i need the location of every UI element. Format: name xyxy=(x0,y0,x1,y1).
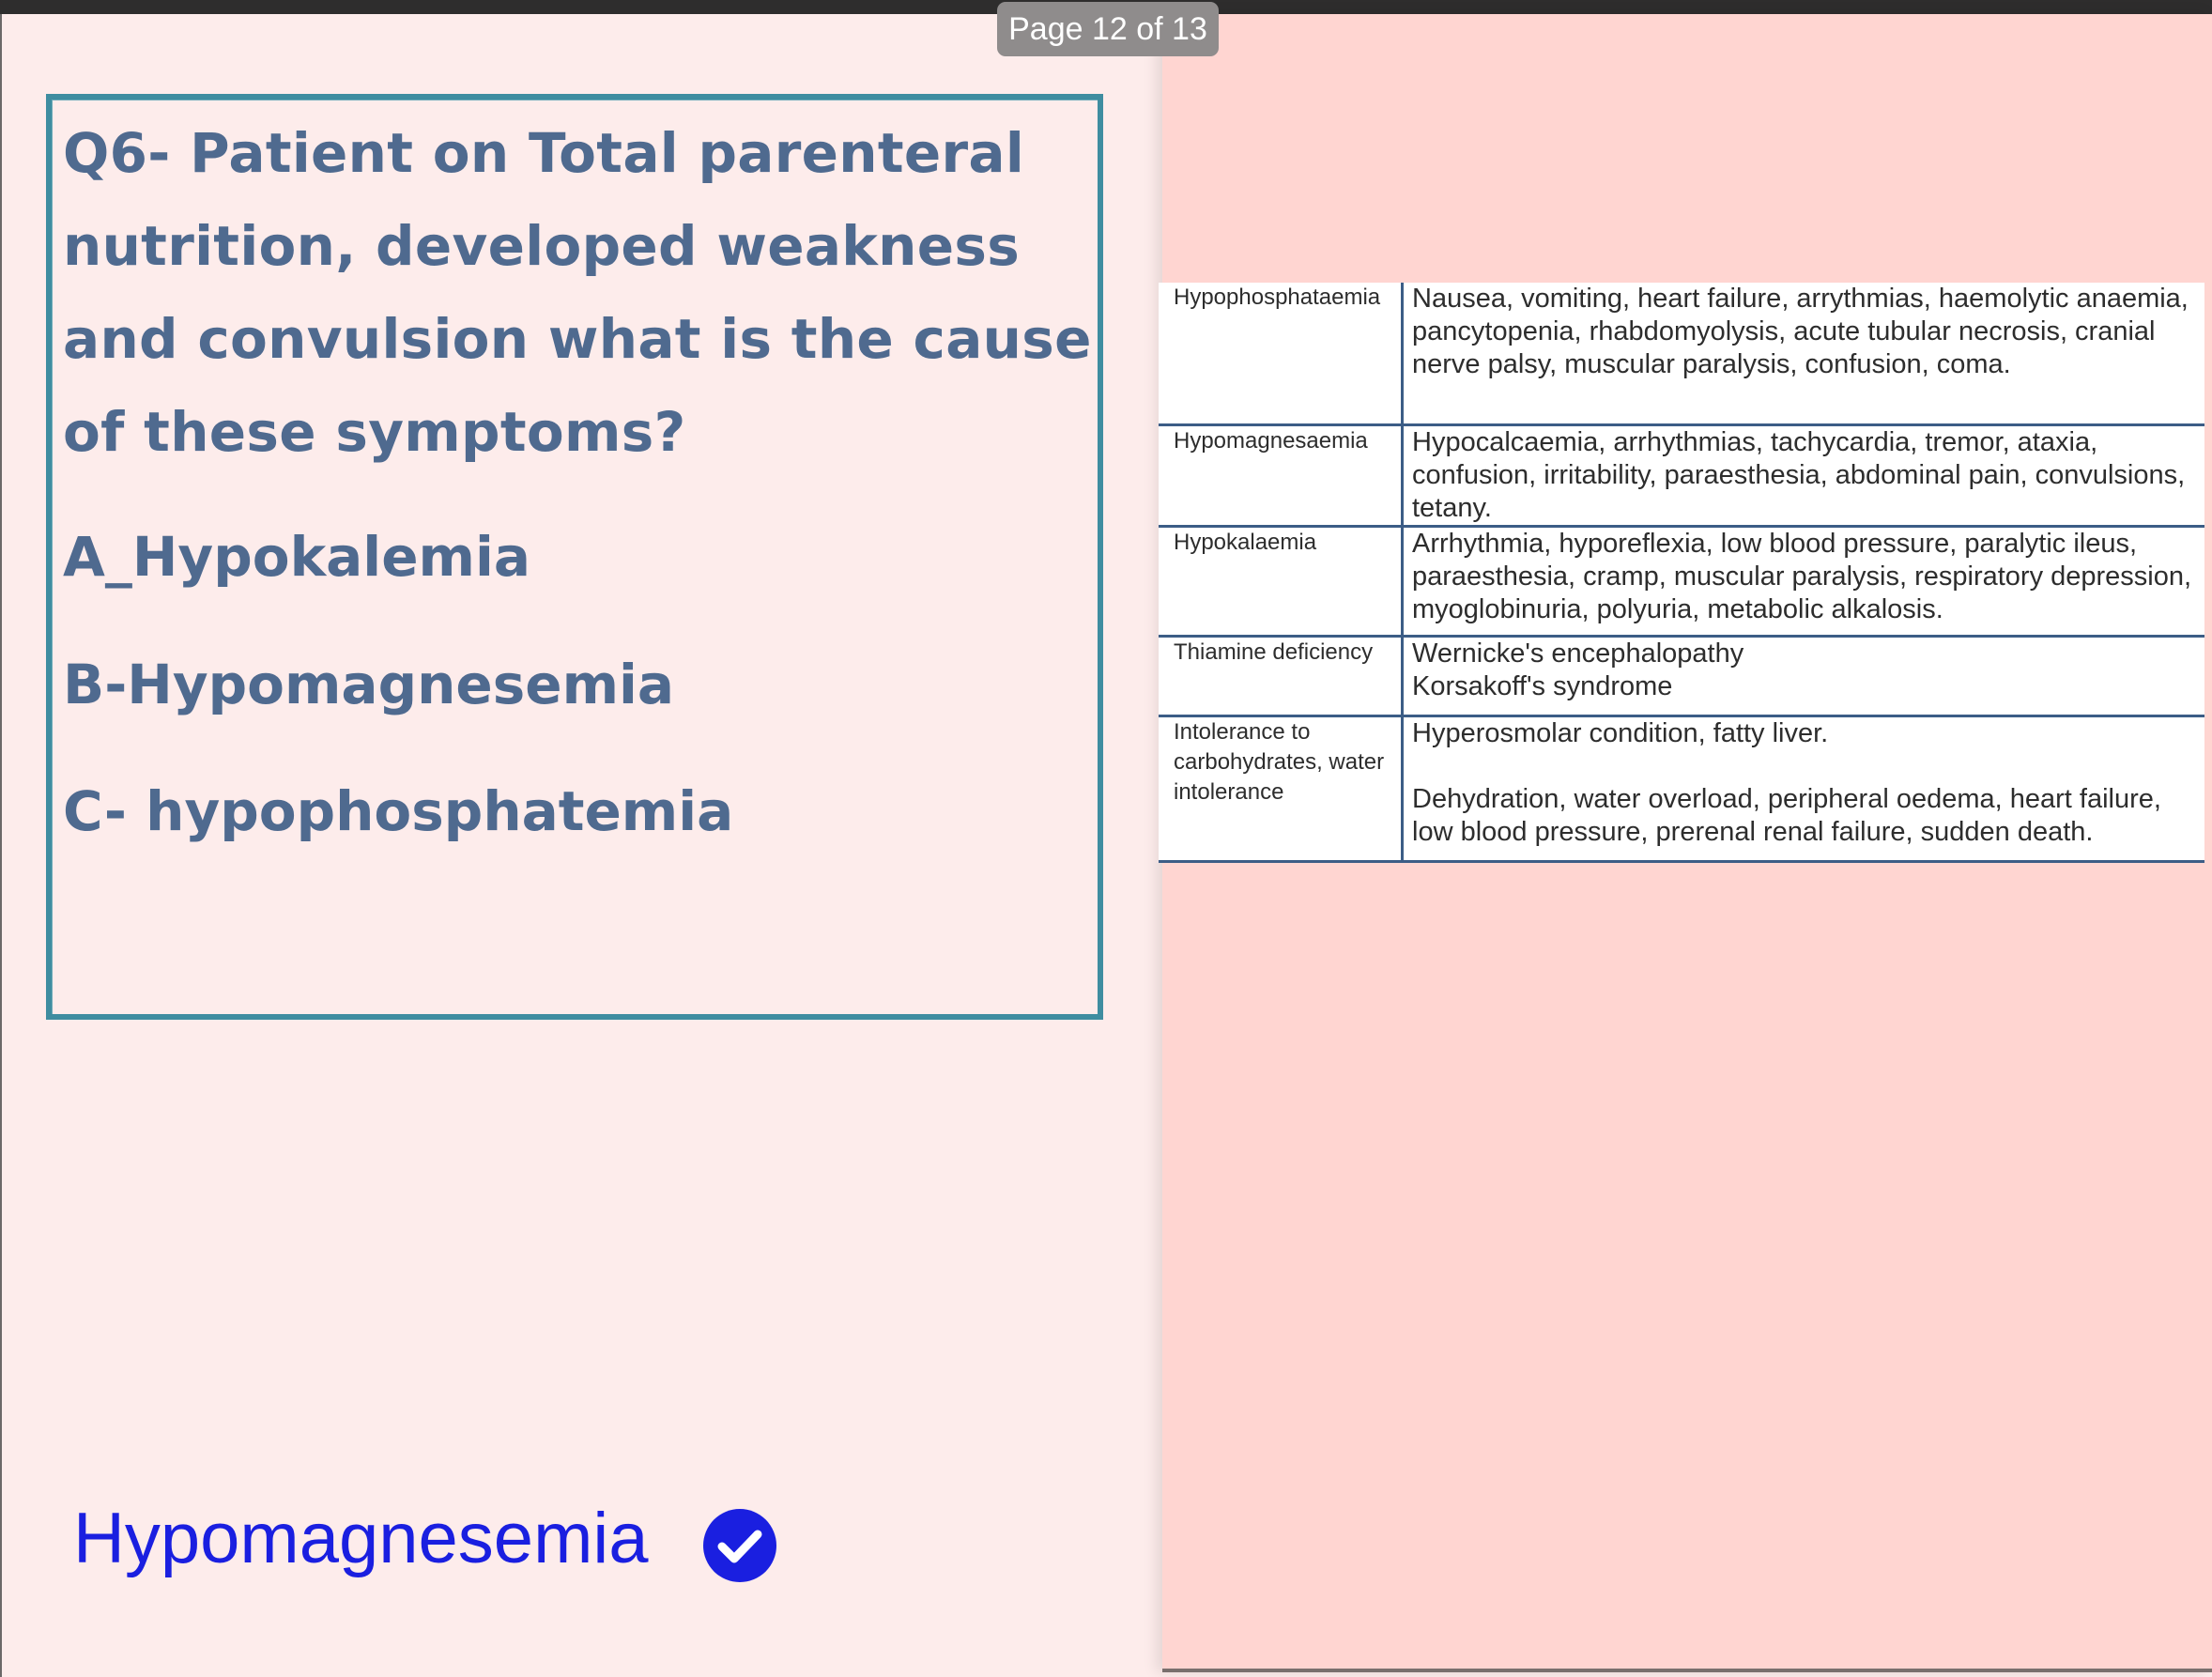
condition-cell: Hypophosphataemia xyxy=(1159,283,1403,425)
option-c: C- hypophosphatemia xyxy=(63,779,734,843)
condition-cell: Hypomagnesaemia xyxy=(1159,425,1403,527)
table-row xyxy=(1159,283,2204,425)
condition-cell: Thiamine deficiency xyxy=(1159,637,1403,716)
symptoms-cell: Arrhythmia, hyporeflexia, low blood pressure, paralytic ileus, paraesthesia, cramp, muscular paralysis, respiratory depression, myoglobinuria, polyuria, metabolic alkalosis. xyxy=(1403,527,2205,637)
table-row xyxy=(1159,716,2204,862)
reference-table xyxy=(1159,283,2204,863)
table-row xyxy=(1159,527,2204,637)
symptom-line: Dehydration, water overload, peripheral oedema, heart failure, low blood pressure, prerenal renal failure, sudden death. xyxy=(1412,784,2161,847)
symptoms-cell xyxy=(1403,637,2205,716)
option-b: B-Hypomagnesemia xyxy=(63,653,675,716)
symptoms-cell xyxy=(1403,716,2205,862)
table-row xyxy=(1159,425,2204,527)
condition-cell: Intolerance to carbohydrates, water intolerance xyxy=(1159,716,1403,862)
symptoms-cell: Nausea, vomiting, heart failure, arrythmias, haemolytic anaemia, pancytopenia, rhabdomyolysis, acute tubular necrosis, cranial nerve palsy, muscular paralysis, confusion, coma. xyxy=(1403,283,2205,425)
line-gap xyxy=(1412,750,2197,783)
page-indicator: Page 12 of 13 xyxy=(997,2,1219,56)
condition-cell: Hypokalaemia xyxy=(1159,527,1403,637)
symptom-line: Wernicke's encephalopathy xyxy=(1412,638,1744,669)
symptoms-cell: Hypocalcaemia, arrhythmias, tachycardia, tremor, ataxia, confusion, irritability, paraesthesia, abdominal pain, convulsions, tetany. xyxy=(1403,425,2205,527)
check-circle-icon xyxy=(703,1509,776,1582)
table-row xyxy=(1159,637,2204,716)
symptom-line: Hyperosmolar condition, fatty liver. xyxy=(1412,718,1829,748)
answer-text: Hypomagnesemia xyxy=(73,1499,649,1578)
question-text: Q6- Patient on Total parenteral nutrition, developed weakness and convulsion what is the cause of these symptoms? xyxy=(63,121,1092,464)
option-a: A_Hypokalemia xyxy=(63,525,530,589)
symptom-line: Korsakoff's syndrome xyxy=(1412,671,1673,701)
